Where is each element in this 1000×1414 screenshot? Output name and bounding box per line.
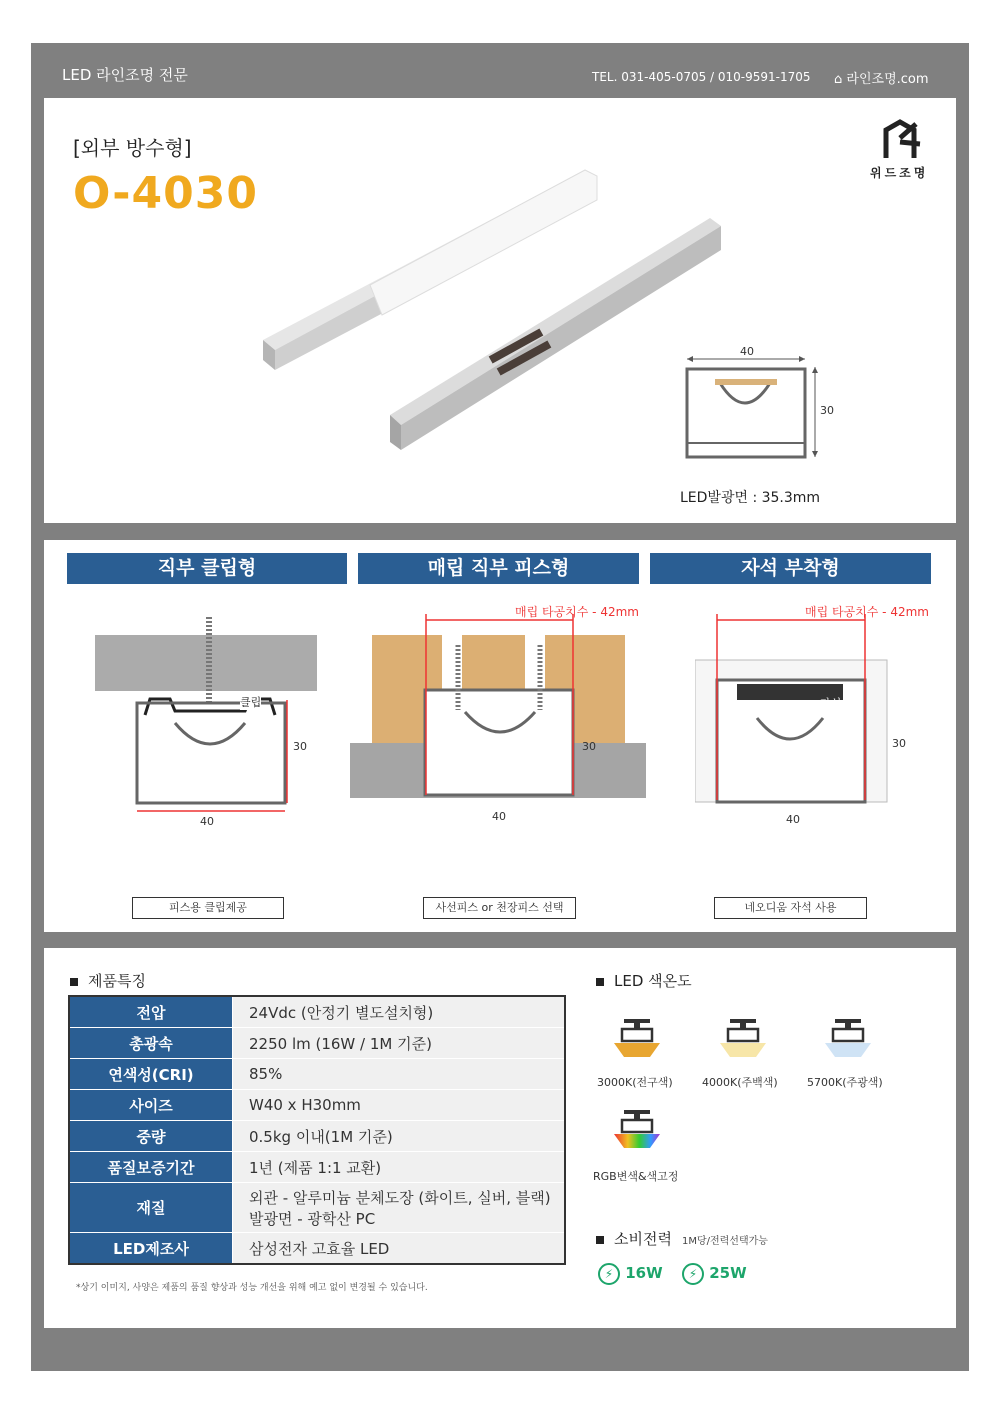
table-row bbox=[69, 996, 565, 1028]
lightning-icon: ⚡ bbox=[682, 1263, 704, 1285]
temp-label-3000k: 3000K(전구색) bbox=[597, 1076, 673, 1089]
product-illustration bbox=[255, 160, 725, 450]
spec-value: 1년 (제품 1:1 교환) bbox=[233, 1152, 566, 1183]
header-tel: TEL. 031-405-0705 / 010-9591-1705 bbox=[592, 70, 811, 84]
brand-name: 위드조명 bbox=[870, 166, 929, 180]
power-option-label: 16W bbox=[625, 1264, 663, 1282]
power-option-16w bbox=[598, 1263, 663, 1285]
power-heading bbox=[596, 1228, 768, 1249]
spec-key: 재질 bbox=[69, 1183, 233, 1233]
spec-key: 연색성(CRI) bbox=[69, 1059, 233, 1090]
clip-label: 클립 bbox=[240, 696, 262, 709]
color-temp-title: LED 색온도 bbox=[614, 972, 692, 990]
spec-table bbox=[68, 995, 566, 1265]
brand-logo bbox=[880, 118, 928, 162]
screw-diagram bbox=[350, 600, 650, 810]
magnet-dim-h: 30 bbox=[892, 737, 906, 750]
spec-key: 사이즈 bbox=[69, 1090, 233, 1121]
spec-value: W40 x H30mm bbox=[233, 1090, 566, 1121]
spec-value-line1: 외관 - 알루미늄 분체도장 (화이트, 실버, 블랙) bbox=[249, 1188, 551, 1207]
table-row bbox=[69, 1090, 565, 1121]
table-row bbox=[69, 1028, 565, 1059]
table-row bbox=[69, 1152, 565, 1183]
lamp-rgb-icon bbox=[612, 1106, 662, 1151]
spec-key: LED제조사 bbox=[69, 1233, 233, 1265]
disclaimer: *상기 이미지, 사양은 제품의 품질 향상과 성능 개선을 위해 예고 없이 변경될 수 있습니다. bbox=[76, 1283, 428, 1293]
magnet-top-dim: 매립 타공치수 - 42mm bbox=[805, 605, 929, 619]
magnet-diagram bbox=[695, 600, 895, 810]
spec-key: 중량 bbox=[69, 1121, 233, 1152]
power-subtitle: 1M당/전력선택가능 bbox=[681, 1236, 768, 1247]
spec-key: 전압 bbox=[69, 996, 233, 1028]
install-title-magnet: 자석 부착형 bbox=[650, 553, 931, 584]
screw-top-dim: 매립 타공치수 - 42mm bbox=[515, 605, 639, 619]
spec-value: 삼성전자 고효율 LED bbox=[233, 1233, 566, 1265]
product-model: O-4030 bbox=[73, 168, 258, 219]
spec-value: 85% bbox=[233, 1059, 566, 1090]
spec-value-line2: 발광면 - 광학산 PC bbox=[249, 1209, 376, 1228]
temp-label-4000k: 4000K(주백색) bbox=[702, 1076, 778, 1089]
bullet-square-icon bbox=[596, 978, 604, 986]
lamp-5700k-icon bbox=[823, 1015, 873, 1060]
site-label: 라인조명.com bbox=[846, 72, 929, 87]
install-title-clip: 직부 클립형 bbox=[67, 553, 347, 584]
header-title: LED 라인조명 전문 bbox=[62, 66, 188, 84]
spec-value: 0.5kg 이내(1M 기준) bbox=[233, 1121, 566, 1152]
product-category: [외부 방수형] bbox=[73, 136, 192, 160]
power-option-25w bbox=[682, 1263, 747, 1285]
features-heading bbox=[70, 970, 146, 991]
table-row bbox=[69, 1121, 565, 1152]
spec-value: 2250 lm (16W / 1M 기준) bbox=[233, 1028, 566, 1059]
power-title: 소비전력 bbox=[614, 1230, 672, 1248]
dim-width: 40 bbox=[740, 345, 754, 358]
lightning-icon: ⚡ bbox=[598, 1263, 620, 1285]
led-face-size: LED발광면 : 35.3mm bbox=[680, 490, 821, 506]
lamp-4000k-icon bbox=[718, 1015, 768, 1060]
bullet-square-icon bbox=[70, 978, 78, 986]
power-option-label: 25W bbox=[709, 1264, 747, 1282]
clip-diagram bbox=[95, 615, 325, 815]
header-site[interactable] bbox=[834, 68, 929, 87]
bullet-square-icon bbox=[596, 1236, 604, 1244]
screw-dim-w: 40 bbox=[492, 810, 506, 823]
screw-dim-h: 30 bbox=[582, 740, 596, 753]
table-row bbox=[69, 1059, 565, 1090]
temp-label-rgb: RGB변색&색고정 bbox=[593, 1170, 679, 1183]
features-title: 제품특징 bbox=[88, 972, 146, 990]
table-row bbox=[69, 1183, 565, 1233]
spec-value: 24Vdc (안정기 별도설치형) bbox=[233, 996, 566, 1028]
install-title-screw: 매립 직부 피스형 bbox=[358, 553, 639, 584]
clip-note: 피스용 클립제공 bbox=[132, 897, 284, 919]
table-row bbox=[69, 1233, 565, 1265]
color-temp-heading bbox=[596, 970, 692, 991]
dim-height: 30 bbox=[820, 404, 834, 417]
spec-key: 품질보증기간 bbox=[69, 1152, 233, 1183]
home-icon: ⌂ bbox=[834, 72, 843, 87]
clip-dim-h: 30 bbox=[293, 740, 307, 753]
spec-key: 총광속 bbox=[69, 1028, 233, 1059]
magnet-dim-w: 40 bbox=[786, 813, 800, 826]
screw-note: 사선피스 or 천장피스 선택 bbox=[423, 897, 576, 919]
magnet-label: 자석 bbox=[820, 697, 842, 710]
lamp-3000k-icon bbox=[612, 1015, 662, 1060]
temp-label-5700k: 5700K(주광색) bbox=[807, 1076, 883, 1089]
clip-dim-w: 40 bbox=[200, 815, 214, 828]
spec-value bbox=[233, 1183, 566, 1233]
magnet-note: 네오디움 자석 사용 bbox=[714, 897, 867, 919]
